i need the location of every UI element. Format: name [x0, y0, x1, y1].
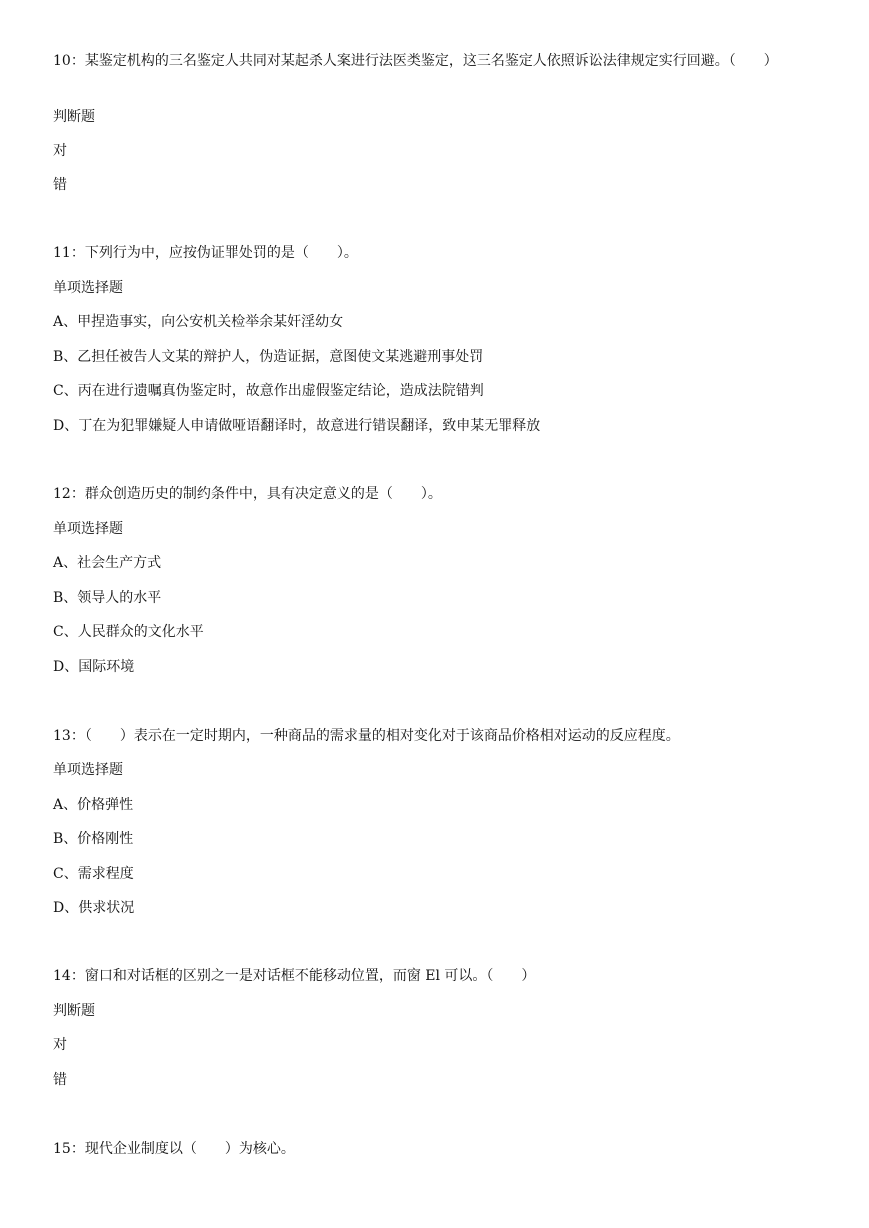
question-type: 判断题	[53, 1003, 95, 1019]
option-d: D、丁在为犯罪嫌疑人申请做哑语翻译时，故意进行错误翻译，致申某无罪释放	[53, 418, 541, 434]
option-a: A、社会生产方式	[53, 555, 162, 571]
option-b: B、领导人的水平	[53, 590, 162, 606]
option-true: 对	[53, 1037, 67, 1053]
option-c: C、丙在进行遗嘱真伪鉴定时，故意作出虚假鉴定结论，造成法院错判	[53, 383, 484, 399]
option-a: A、价格弹性	[53, 797, 134, 813]
option-c: C、人民群众的文化水平	[53, 624, 204, 640]
option-true: 对	[53, 143, 67, 159]
option-c: C、需求程度	[53, 866, 134, 882]
question-stem: 15：现代企业制度以（ ）为核心。	[53, 1141, 295, 1157]
question-type: 单项选择题	[53, 280, 123, 296]
option-a: A、甲捏造事实，向公安机关检举余某奸淫幼女	[53, 314, 344, 330]
question-type: 单项选择题	[53, 762, 123, 778]
option-d: D、国际环境	[53, 659, 135, 675]
option-b: B、价格刚性	[53, 831, 134, 847]
question-stem: 13：（ ）表示在一定时期内，一种商品的需求量的相对变化对于该商品价格相对运动的反应程度。	[53, 728, 680, 744]
option-false: 错	[53, 177, 67, 193]
option-d: D、供求状况	[53, 900, 135, 916]
question-type: 判断题	[53, 109, 95, 125]
question-type: 单项选择题	[53, 521, 123, 537]
question-stem: 11：下列行为中，应按伪证罪处罚的是（ ）。	[53, 245, 358, 261]
question-stem: 12：群众创造历史的制约条件中，具有决定意义的是（ ）。	[53, 486, 442, 502]
question-stem: 10：某鉴定机构的三名鉴定人共同对某起杀人案进行法医类鉴定，这三名鉴定人依照诉讼法律规定实行回避。（ ）	[53, 53, 778, 69]
option-b: B、乙担任被告人文某的辩护人，伪造证据，意图使文某逃避刑事处罚	[53, 349, 484, 365]
option-false: 错	[53, 1072, 67, 1088]
question-stem: 14：窗口和对话框的区别之一是对话框不能移动位置，而窗 El 可以。（ ）	[53, 968, 536, 984]
